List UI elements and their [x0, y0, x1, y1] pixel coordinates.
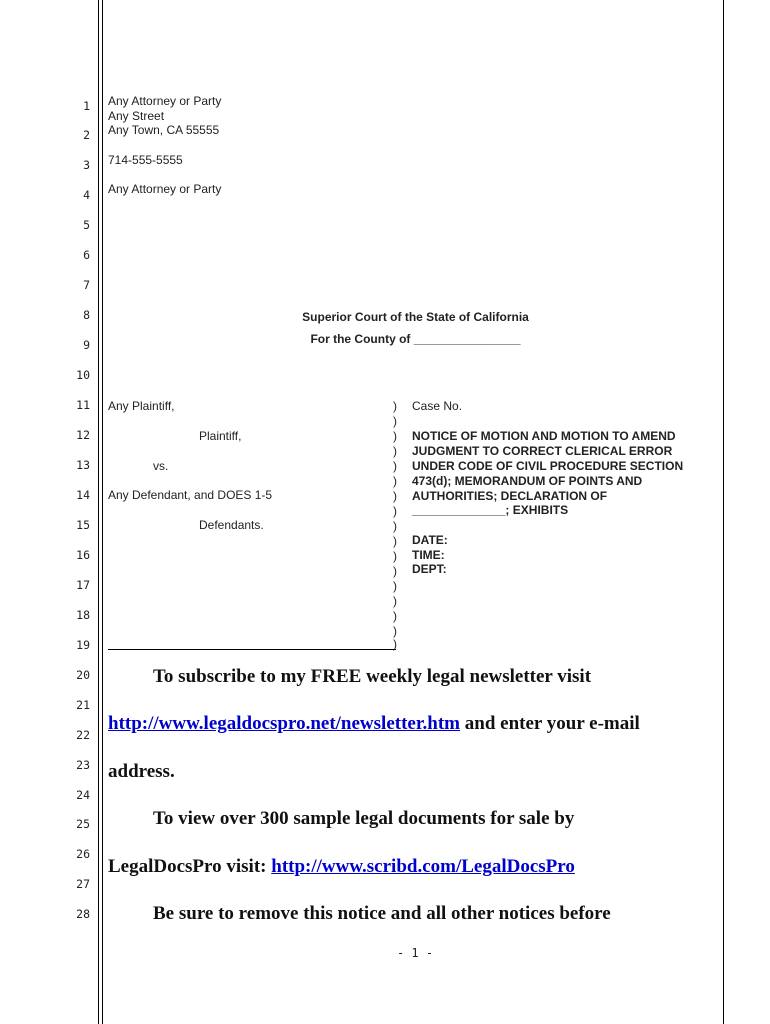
hearing-dept-label: DEPT:: [412, 562, 447, 576]
caption-paren: ): [393, 609, 397, 623]
notice-line-2: [108, 713, 640, 735]
caption-paren: ): [393, 444, 397, 458]
plaintiff-name: Any Plaintiff,: [108, 399, 175, 413]
caption-paren: ): [393, 637, 397, 651]
caption-paren: ): [393, 459, 397, 473]
line-number: 1: [83, 99, 90, 113]
caption-paren: ): [393, 414, 397, 428]
line-number: 2: [83, 128, 90, 142]
attorney-street: Any Street: [108, 109, 165, 123]
line-number: 11: [76, 398, 90, 412]
right-margin-line: [723, 0, 724, 1024]
notice-line-4: To view over 300 sample legal documents for sale by: [153, 808, 575, 829]
caption-paren: ): [393, 504, 397, 518]
line-number: 18: [76, 608, 90, 622]
attorney-for: Any Attorney or Party: [108, 182, 222, 196]
notice-line-3: address.: [108, 761, 175, 782]
line-number: 25: [76, 817, 90, 831]
caption-paren: ): [393, 579, 397, 593]
line-number: 15: [76, 518, 90, 532]
notice-line-1: To subscribe to my FREE weekly legal newsletter visit: [153, 666, 592, 687]
line-number: 27: [76, 877, 90, 891]
line-number: 5: [83, 218, 90, 232]
newsletter-link[interactable]: http://www.legaldocspro.net/newsletter.htm: [108, 713, 461, 734]
caption-paren: ): [393, 624, 397, 638]
line-number: 13: [76, 458, 90, 472]
caption-paren: ): [393, 489, 397, 503]
line-number: 14: [76, 488, 90, 502]
line-number: 4: [83, 188, 90, 202]
scribd-link[interactable]: http://www.scribd.com/LegalDocsPro: [271, 856, 575, 877]
attorney-phone: 714-555-5555: [108, 153, 183, 167]
attorney-name: Any Attorney or Party: [108, 94, 222, 108]
caption-paren: ): [393, 519, 397, 533]
caption-paren: ): [393, 399, 397, 413]
hearing-time-label: TIME:: [412, 548, 445, 562]
caption-underline: [108, 649, 396, 650]
line-number: 21: [76, 698, 90, 712]
caption-paren: ): [393, 534, 397, 548]
defendant-role: Defendants.: [199, 518, 264, 532]
line-number: 22: [76, 728, 90, 742]
court-county: For the County of ________________: [310, 332, 521, 346]
caption-paren: ): [393, 594, 397, 608]
line-number: 9: [83, 338, 90, 352]
caption-paren: ): [393, 429, 397, 443]
attorney-city: Any Town, CA 55555: [108, 123, 220, 137]
document-title-line: ______________; EXHIBITS: [412, 503, 569, 517]
line-number: 24: [76, 788, 90, 802]
line-number: 28: [76, 907, 90, 921]
court-name: Superior Court of the State of California: [302, 310, 529, 324]
notice-line-6: Be sure to remove this notice and all other notices before: [153, 903, 611, 924]
line-number: 12: [76, 428, 90, 442]
document-title-line: AUTHORITIES; DECLARATION OF: [412, 489, 608, 503]
hearing-date-label: DATE:: [412, 533, 448, 547]
defendant-name: Any Defendant, and DOES 1-5: [108, 488, 273, 502]
document-title-line: JUDGMENT TO CORRECT CLERICAL ERROR: [412, 444, 673, 458]
notice-line-5: [108, 856, 575, 878]
line-number: 10: [76, 368, 90, 382]
notice-line-2-text: and enter your e-mail: [460, 713, 640, 734]
line-number: 16: [76, 548, 90, 562]
left-margin-line-outer: [98, 0, 99, 1024]
plaintiff-role: Plaintiff,: [199, 429, 242, 443]
line-number: 6: [83, 248, 90, 262]
caption-paren: ): [393, 474, 397, 488]
document-title-line: 473(d); MEMORANDUM OF POINTS AND: [412, 474, 643, 488]
line-number: 8: [83, 308, 90, 322]
line-number: 20: [76, 668, 90, 682]
document-title-line: NOTICE OF MOTION AND MOTION TO AMEND: [412, 429, 676, 443]
caption-paren: ): [393, 549, 397, 563]
notice-line-5-text: LegalDocsPro visit:: [108, 856, 272, 877]
line-number: 23: [76, 758, 90, 772]
line-number: 7: [83, 278, 90, 292]
document-title-line: UNDER CODE OF CIVIL PROCEDURE SECTION: [412, 459, 684, 473]
caption-paren: ): [393, 564, 397, 578]
line-number: 26: [76, 847, 90, 861]
line-number: 19: [76, 638, 90, 652]
case-number-label: Case No.: [412, 399, 463, 413]
versus-label: vs.: [153, 459, 169, 473]
left-margin-line-inner: [102, 0, 103, 1024]
line-number: 3: [83, 158, 90, 172]
page-number: - 1 -: [396, 946, 434, 960]
line-number: 17: [76, 578, 90, 592]
